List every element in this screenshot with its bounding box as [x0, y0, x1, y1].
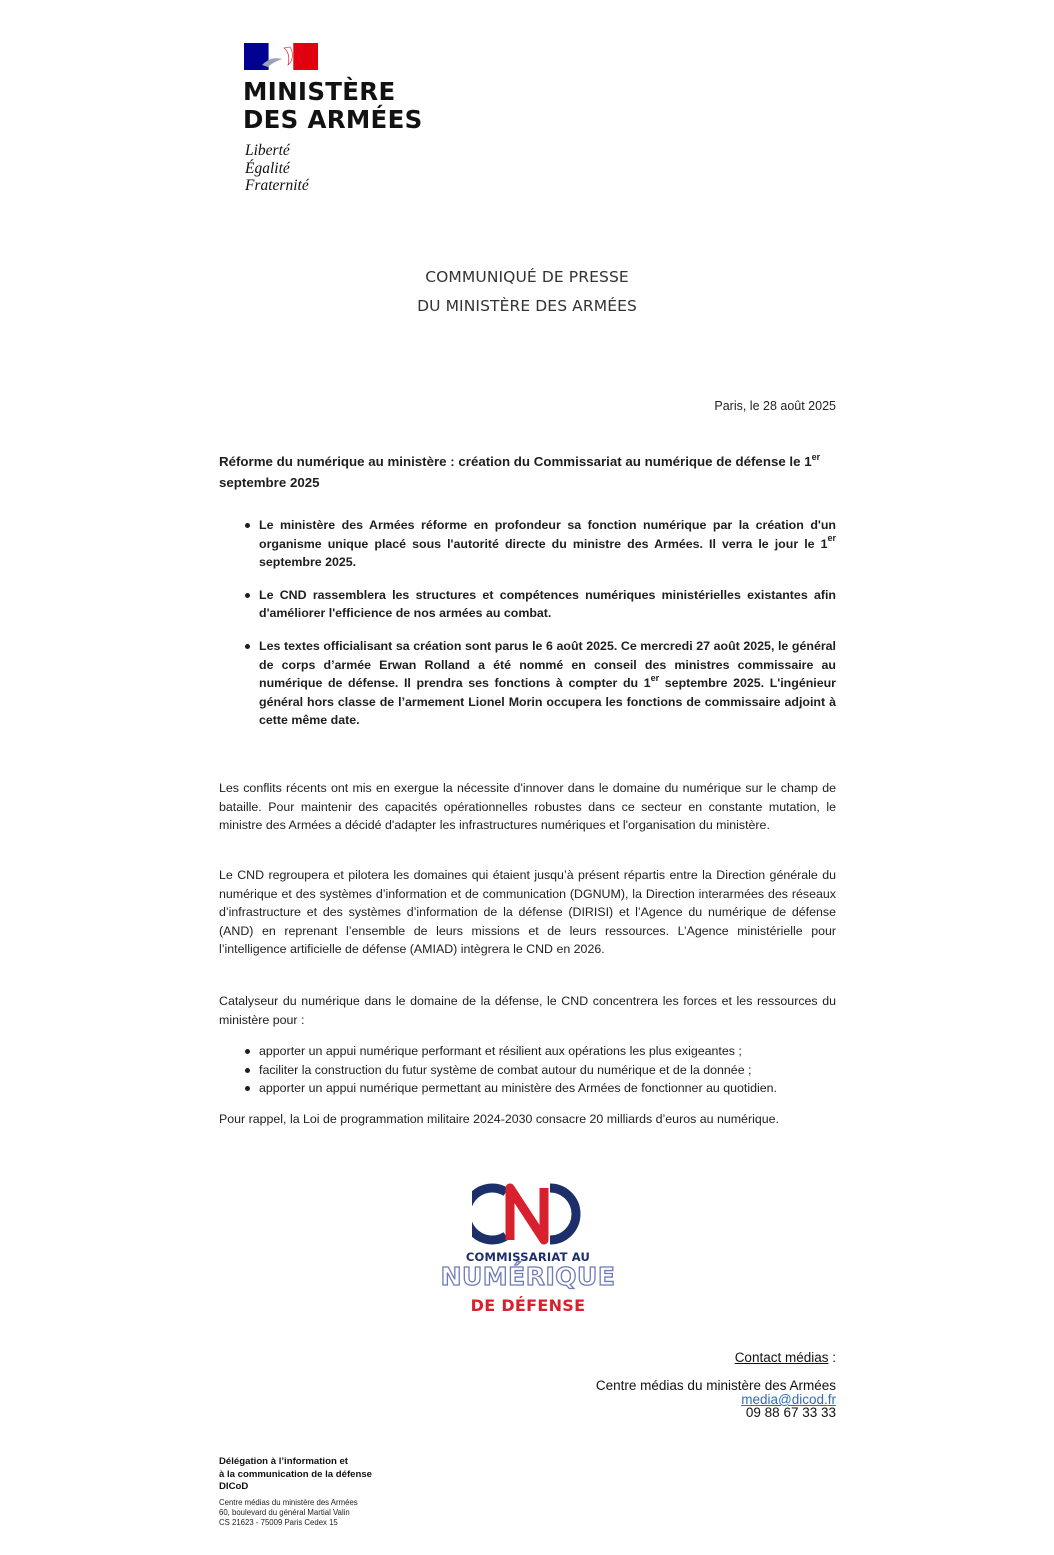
paragraph-context: Les conflits récents ont mis en exergue la nécessite d'innover dans le domaine du numérique sur le champ de bataille. Pour maintenir des capacités opérationnelles robustes dans ce secteur en constante mutation, le ministre des Armées a décidé d'adapter les infrastructures numériques et l'organisation du ministère.: [219, 781, 836, 833]
motto-liberte: Liberté: [245, 142, 290, 159]
footer: [219, 1456, 372, 1528]
footer-org-line: Délégation à l’information et: [219, 1456, 348, 1467]
bullet-icon: [245, 593, 250, 598]
republic-motto: [245, 142, 309, 195]
ministry-name: [243, 78, 423, 134]
headline: [219, 451, 836, 493]
key-point: [219, 637, 836, 730]
key-point-sup: er: [650, 673, 660, 684]
cnd-logo-line3: DE DÉFENSE: [470, 1296, 586, 1315]
contact-title-colon: :: [828, 1350, 836, 1365]
mission-text: apporter un appui numérique performant et résilient aux opérations les plus exigeantes ;: [259, 1044, 742, 1058]
cnd-logo-line1: COMMISSARIAT AU: [465, 1250, 591, 1264]
mission-item: [219, 1061, 836, 1080]
bullet-icon: [245, 1086, 250, 1091]
motto-egalite: Égalité: [245, 159, 290, 177]
key-point: [219, 586, 836, 623]
paragraph-lpm: Pour rappel, la Loi de programmation militaire 2024-2030 consacre 20 milliards d’euros au numérique.: [219, 1112, 779, 1126]
key-point-text-end: septembre 2025. L'ingénieur général hors classe de l’armement Lionel Morin occupera les fonctions de commissaire adjoint à cette même date.: [259, 676, 837, 728]
paragraph-organisation: Le CND regroupera et pilotera les domaines qui étaient jusqu’à présent répartis entre la Direction générale du numérique et des systèmes d’information et de communication (DGNUM), la Direction interarmées des réseaux d’infrastructure et des systèmes d’information de la défense (DIRISI) et l’Agence du numérique de défense (AND) en reprenant l’ensemble de leurs missions et de leurs ressources. L’Agence ministérielle pour l’intelligence artificielle de défense (AMIAD) intègrera le CND en 2026.: [219, 868, 836, 957]
mission-item: [219, 1042, 836, 1061]
cnd-emblem-icon: [472, 1182, 584, 1246]
title-line1: COMMUNIQUÉ DE PRESSE: [425, 268, 629, 286]
mission-text: faciliter la construction du futur système de combat autour du numérique et de la donnée ;: [259, 1062, 752, 1077]
bullet-icon: [245, 1068, 250, 1073]
footer-org-line: à la communication de la défense: [219, 1468, 373, 1480]
cnd-logo: [430, 1180, 630, 1320]
headline-text: Réforme du numérique au ministère : création du Commissariat au numérique de défense le 1: [219, 454, 812, 469]
key-point-sup: er: [827, 533, 836, 544]
contact-organisation: Centre médias du ministère des Armées: [595, 1378, 836, 1393]
title-line2: DU MINISTÈRE DES ARMÉES: [417, 297, 637, 315]
bullet-icon: [245, 523, 250, 528]
contact-title: [596, 1348, 836, 1368]
document-title: [0, 263, 1054, 321]
footer-address-line: CS 21623 - 75009 Paris Cedex 15: [219, 1517, 338, 1527]
media-contact: [596, 1348, 836, 1420]
marianne-flag-icon: [244, 43, 318, 70]
key-point-text: Le CND rassemblera les structures et compétences numériques ministérielles existantes afin d'améliorer l'efficience de nos armées au combat.: [259, 587, 836, 621]
key-point-text: Le ministère des Armées réforme en profondeur sa fonction numérique par la création d'un organisme unique placé sous l'autorité directe du ministre des Armées. Il verra le jour le 1: [259, 518, 836, 551]
key-point-text: Les textes officialisant sa création sont parus le 6 août 2025. Ce mercredi 27 août 2025, le général de corps d’armée Erwan Rolland a été nommé en conseil des ministres commissaire au numérique de défense. Il prendra ses fonctions à compter du 1: [259, 638, 836, 691]
contact-email-link[interactable]: media@dicod.fr: [741, 1392, 836, 1407]
key-point: [219, 516, 836, 572]
footer-organisation: [219, 1456, 372, 1494]
cnd-logo-line2: NUMÉRIQUE: [440, 1262, 616, 1291]
key-point-text-end: septembre 2025.: [259, 555, 357, 570]
contact-title-label: Contact médias: [734, 1350, 829, 1365]
paragraph-catalyseur: Catalyseur du numérique dans le domaine de la défense, le CND concentrera les forces et les ressources du ministère pour :: [219, 994, 836, 1027]
footer-org-line: DICoD: [219, 1481, 249, 1492]
motto-fraternite: Fraternité: [245, 177, 309, 194]
bullet-icon: [245, 1049, 250, 1054]
footer-address-line: 60, boulevard du général Martial Valin: [219, 1507, 350, 1517]
mission-item: [219, 1079, 836, 1098]
ministry-name-line2: DES ARMÉES: [243, 105, 423, 134]
contact-phone: 09 88 67 33 33: [745, 1405, 836, 1420]
headline-sup: er: [811, 451, 821, 462]
missions-list: [219, 1042, 836, 1098]
headline-text-end: septembre 2025: [219, 475, 320, 490]
key-points-list: [219, 516, 836, 744]
bullet-icon: [245, 644, 250, 649]
date-line: Paris, le 28 août 2025: [714, 399, 836, 413]
footer-address-line: Centre médias du ministère des Armées: [219, 1497, 358, 1507]
ministry-name-line1: MINISTÈRE: [243, 77, 396, 106]
mission-text: apporter un appui numérique permettant au ministère des Armées de fonctionner au quotidien.: [259, 1081, 777, 1096]
footer-address: [219, 1498, 372, 1528]
